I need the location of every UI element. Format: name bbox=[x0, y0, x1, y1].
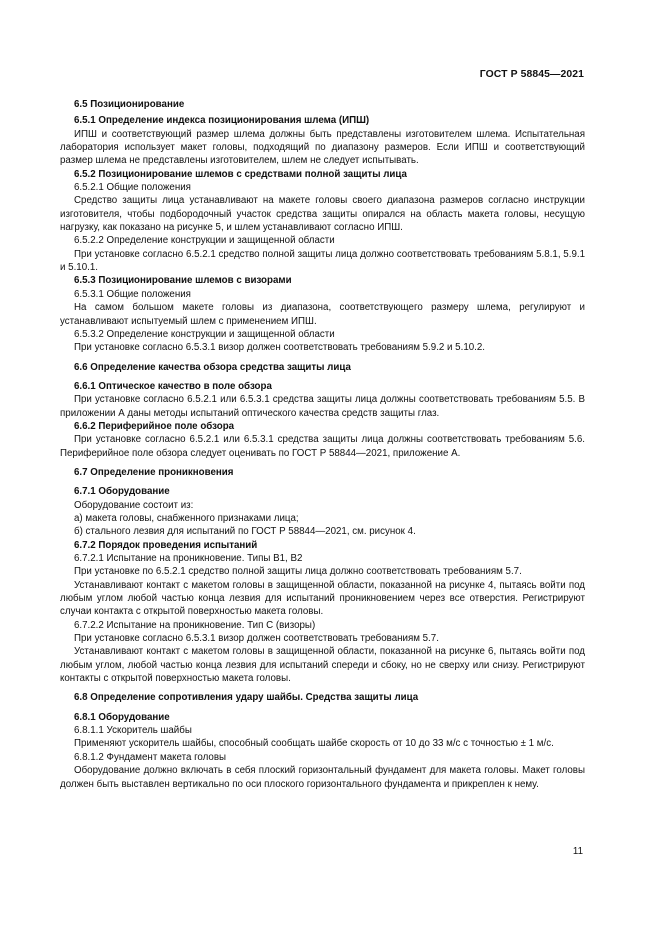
standard-header: ГОСТ Р 58845—2021 bbox=[479, 69, 584, 80]
page-number: 11 bbox=[572, 846, 583, 857]
section-heading: 6.7.2 Порядок проведения испытаний bbox=[74, 539, 258, 551]
paragraph: При установке согласно 6.5.2.1 средство полной защиты лица должно соответствовать требованиям 5.8.1, 5.9.1 и 5.10.1. bbox=[60, 248, 585, 274]
paragraph: 6.7.2.1 Испытание на проникновение. Типы В1, В2 bbox=[74, 553, 303, 564]
paragraph: б) стального лезвия для испытаний по ГОСТ Р 58844—2021, см. рисунок 4. bbox=[74, 526, 416, 538]
section-heading: 6.7.1 Оборудование bbox=[74, 486, 170, 498]
section-heading: 6.8.1 Оборудование bbox=[74, 711, 170, 723]
paragraph: При установке согласно 6.5.2.1 или 6.5.3.1 средства защиты лица должны соответствовать требованиям 5.5. В приложении А даны методы испытаний оптического качества средств защиты глаз. bbox=[60, 394, 585, 419]
paragraph: Устанавливают контакт с макетом головы в защищенной области, показанной на рисунке 4, пытаясь войти под любым углом любой частью конца лезвия для испытаний проникновением через все отверстия. Регистрируют случаи контакта с открытой поверхностью макета головы. bbox=[60, 579, 585, 618]
paragraph: 6.5.3.2 Определение конструкции и защищенной области bbox=[74, 328, 335, 340]
paragraph: Средство защиты лица устанавливают на макете головы своего диапазона размеров согласно инструкции изготовителя, чтобы подбородочный участок средства защиты опирался на область макета головы, несущую нагрузку, как показано на рисунке 5, и шлем устанавливают согласно ИПШ. bbox=[60, 195, 585, 234]
section-heading: 6.6.2 Периферийное поле обзора bbox=[74, 420, 235, 432]
section-heading: 6.5 Позиционирование bbox=[74, 99, 185, 110]
section-heading: 6.5.2 Позиционирование шлемов с средствами полной защиты лица bbox=[74, 168, 407, 180]
paragraph: Оборудование состоит из: bbox=[74, 499, 194, 511]
section-heading: 6.7 Определение проникновения bbox=[74, 466, 234, 478]
paragraph: На самом большом макете головы из диапазона, соответствующего размеру шлема, регулируют и устанавливают испытуемый шлем с применением ИПШ. bbox=[60, 302, 585, 327]
paragraph: 6.5.2.1 Общие положения bbox=[74, 182, 191, 194]
paragraph: 6.8.1.2 Фундамент макета головы bbox=[74, 751, 227, 763]
paragraph: 6.7.2.2 Испытание на проникновение. Тип С (визоры) bbox=[74, 619, 316, 631]
paragraph: При установке по 6.5.2.1 средство полной защиты лица должно соответствовать требованиям 5.7. bbox=[74, 566, 522, 578]
paragraph: 6.8.1.1 Ускоритель шайбы bbox=[74, 725, 192, 737]
section-heading: 6.5.1 Определение индекса позиционирования шлема (ИПШ) bbox=[74, 115, 370, 127]
paragraph: Применяют ускоритель шайбы, способный сообщать шайбе скорость от 10 до 33 м/с с точностью ± 1 м/с. bbox=[74, 738, 554, 750]
paragraph: 6.5.3.1 Общие положения bbox=[74, 288, 191, 300]
paragraph: При установке согласно 6.5.2.1 или 6.5.3.1 средства защиты лица должны соответствовать требованиям 5.6. Периферийное поле обзора следует оценивать по ГОСТ Р 58844—2021, приложение А. bbox=[60, 434, 585, 459]
section-heading: 6.6 Определение качества обзора средства защиты лица bbox=[74, 361, 351, 373]
paragraph: ИПШ и соответствующий размер шлема должны быть представлены изготовителем шлема. Испытательная лаборатория использует макет головы, подходящий по диапазону размеров. Если ИПШ и соответствующий размер шлема не представлены изготовителем, шлем не следует испытывать. bbox=[60, 128, 585, 167]
paragraph: При установке согласно 6.5.3.1 визор должен соответствовать требованиям 5.9.2 и 5.10.2. bbox=[74, 342, 485, 354]
document-body bbox=[60, 92, 585, 791]
paragraph: Устанавливают контакт с макетом головы в защищенной области, показанной на рисунке 6, пытаясь войти под любым углом, любой частью конца лезвия для испытаний спереди и сбоку, но не сверху или снизу. Регистрируют контакты с открытой поверхностью макета головы. bbox=[60, 646, 585, 685]
paragraph: Оборудование должно включать в себя плоский горизонтальный фундамент для макета головы. Макет головы должен быть выставлен вертикально по оси плоского горизонтального фундамента и прикреплен к нему. bbox=[60, 765, 585, 790]
section-heading: 6.5.3 Позиционирование шлемов с визорами bbox=[74, 275, 292, 287]
paragraph: а) макета головы, снабженного признаками лица; bbox=[74, 512, 299, 524]
paragraph: При установке согласно 6.5.3.1 визор должен соответствовать требованиям 5.7. bbox=[74, 633, 439, 645]
section-heading: 6.6.1 Оптическое качество в поле обзора bbox=[74, 380, 272, 392]
section-heading: 6.8 Определение сопротивления удару шайбы. Средства защиты лица bbox=[74, 692, 419, 704]
paragraph: 6.5.2.2 Определение конструкции и защищенной области bbox=[74, 235, 335, 247]
